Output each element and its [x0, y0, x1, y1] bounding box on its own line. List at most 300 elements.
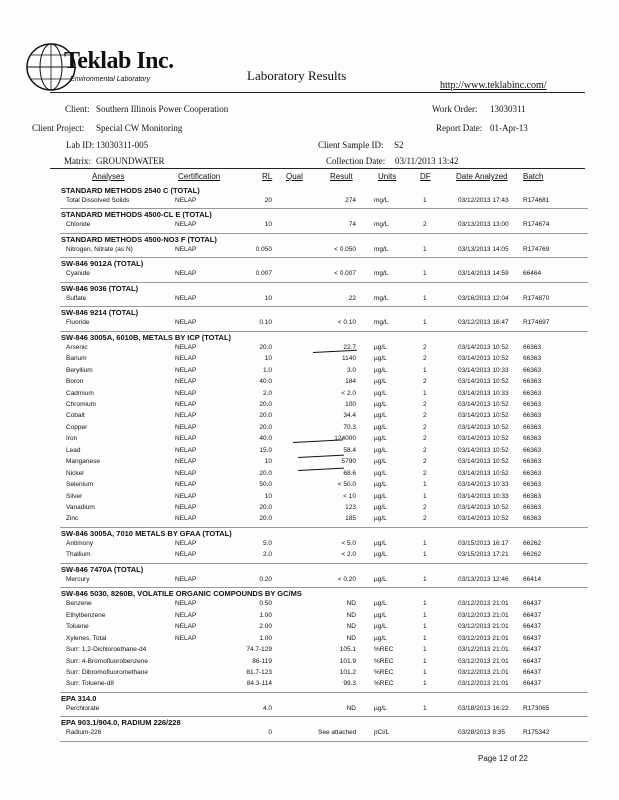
df-cell: 2	[423, 221, 427, 229]
certification-cell: NELAP	[175, 600, 197, 608]
result-cell: < 0.20	[337, 575, 356, 583]
df-cell: 2	[423, 458, 427, 466]
analyte-cell: Chloride	[66, 221, 91, 229]
result-cell: 100	[345, 400, 356, 408]
rl-cell: 10	[264, 355, 272, 363]
result-cell: 101.9	[339, 657, 356, 665]
units-cell: mg/L	[374, 245, 389, 253]
df-cell: 1	[423, 600, 427, 608]
df-cell: 1	[423, 575, 427, 583]
df-cell: 1	[423, 551, 427, 559]
batch-cell: 66363	[523, 366, 542, 374]
certification-cell: NELAP	[175, 366, 197, 374]
header-divider	[50, 92, 585, 93]
df-cell: 1	[423, 481, 427, 489]
certification-cell: NELAP	[175, 634, 197, 642]
rl-cell: 10	[264, 294, 272, 302]
batch-cell: 66363	[523, 389, 542, 397]
result-cell: 105.1	[339, 646, 356, 654]
df-cell: 2	[423, 400, 427, 408]
table-row	[0, 729, 619, 740]
units-cell: µg/L	[374, 378, 387, 386]
df-cell: 1	[423, 623, 427, 631]
batch-cell: R174697	[523, 319, 550, 327]
result-cell: ND	[346, 704, 356, 712]
lab-id-value: 13030311-005	[96, 140, 149, 150]
analyte-cell: Iron	[66, 435, 78, 443]
df-cell: 1	[423, 389, 427, 397]
certification-cell: NELAP	[175, 551, 197, 559]
date-analyzed-cell: 03/14/2013 10:52	[458, 400, 509, 408]
table-row	[0, 540, 619, 551]
rl-cell: 1.0	[262, 366, 272, 374]
result-cell: 124000	[334, 435, 356, 443]
table-row	[0, 551, 619, 562]
column-head-top-rule	[50, 168, 585, 169]
table-row	[0, 576, 619, 587]
units-cell: µg/L	[374, 366, 387, 374]
date-analyzed-cell: 03/14/2013 10:52	[458, 355, 509, 363]
df-cell: 1	[423, 319, 427, 327]
rl-cell: 20.0	[259, 412, 272, 420]
units-cell: µg/L	[374, 539, 387, 547]
result-cell: 1140	[342, 355, 356, 363]
analyte-cell: Silver	[66, 492, 83, 500]
result-cell: < 10	[343, 492, 356, 500]
table-row	[0, 481, 619, 492]
units-cell: µg/L	[374, 458, 387, 466]
website-link[interactable]: http://www.teklabinc.com/	[440, 80, 547, 91]
rl-cell: 40.0	[259, 435, 272, 443]
df-cell: 1	[423, 657, 427, 665]
rl-cell: 74.7-129	[246, 646, 272, 654]
result-cell: < 0.007	[334, 270, 356, 278]
batch-cell: 66437	[523, 611, 542, 619]
df-cell: 2	[423, 446, 427, 454]
batch-cell: 66437	[523, 657, 542, 665]
date-analyzed-cell: 03/12/2013 17:43	[458, 197, 509, 204]
section-divider	[60, 208, 588, 209]
table-row	[0, 635, 619, 646]
table-row	[0, 493, 619, 504]
date-analyzed-cell: 03/28/2013 8:35	[458, 729, 505, 737]
section-title: EPA 903.1/904.0, RADIUM 226/228	[61, 718, 181, 728]
analyte-cell: Xylenes, Total	[66, 634, 107, 642]
date-analyzed-cell: 03/14/2013 10:52	[458, 423, 509, 431]
table-row	[0, 424, 619, 435]
analyte-cell: Nickel	[66, 469, 84, 477]
table-row	[0, 355, 619, 366]
analyte-cell: Surr: Toluene-d8	[66, 680, 114, 688]
batch-cell: 66363	[523, 435, 542, 443]
result-cell: 5790	[341, 458, 356, 466]
table-row	[0, 401, 619, 412]
result-cell: ND	[346, 634, 356, 642]
date-analyzed-cell: 03/12/2013 21:01	[458, 680, 509, 688]
analyte-cell: Boron	[66, 378, 84, 386]
section-title: SW-846 3005A, 6010B, METALS BY ICP (TOTAL)	[61, 332, 232, 342]
batch-cell: 66363	[523, 504, 542, 511]
batch-cell: R174674	[523, 221, 550, 229]
rl-cell: 10	[264, 492, 272, 500]
batch-cell: 66363	[523, 492, 542, 500]
date-analyzed-cell: 03/12/2013 21:01	[458, 668, 509, 676]
col-qual: Qual	[286, 172, 303, 181]
units-cell: mg/L	[374, 197, 389, 204]
date-analyzed-cell: 03/14/2013 10:52	[458, 446, 509, 454]
section-divider	[60, 306, 588, 307]
col-batch: Batch	[523, 172, 544, 181]
units-cell: µg/L	[374, 504, 387, 511]
date-analyzed-cell: 03/15/2013 17:21	[458, 551, 509, 559]
result-cell: < 0.050	[334, 245, 356, 253]
units-cell: µg/L	[374, 469, 387, 477]
units-cell: µg/L	[374, 435, 387, 443]
units-cell: µg/L	[374, 481, 387, 489]
analyte-cell: Arsenic	[66, 343, 88, 351]
rl-cell: 0.007	[255, 270, 272, 278]
section-divider	[60, 563, 588, 564]
analyte-cell: Selenium	[66, 481, 94, 489]
df-cell: 2	[423, 378, 427, 386]
certification-cell: NELAP	[175, 458, 197, 466]
certification-cell: NELAP	[175, 423, 197, 431]
result-cell: 101.2	[339, 668, 356, 676]
col-result: Result	[330, 172, 353, 181]
table-row	[0, 221, 619, 232]
result-cell: 123	[345, 504, 356, 511]
table-row	[0, 344, 619, 355]
units-cell: µg/L	[374, 704, 387, 712]
client-value: Southern Illinois Power Cooperation	[96, 104, 229, 114]
batch-cell: 66363	[523, 343, 542, 351]
table-row	[0, 367, 619, 378]
result-cell: 274	[345, 197, 356, 204]
collection-date-label: Collection Date:	[326, 156, 386, 166]
df-cell: 2	[423, 515, 427, 523]
df-cell: 2	[423, 469, 427, 477]
units-cell: µg/L	[374, 575, 387, 583]
rl-cell: 84.3-114	[246, 680, 272, 688]
date-analyzed-cell: 03/14/2013 10:52	[458, 378, 509, 386]
table-row	[0, 680, 619, 691]
page-title: Laboratory Results	[247, 68, 347, 83]
result-cell: 3.0	[346, 366, 356, 374]
rl-cell: 20.0	[259, 400, 272, 408]
rl-cell: 20.0	[259, 469, 272, 477]
df-cell: 1	[423, 197, 427, 204]
units-cell: %REC	[374, 680, 394, 688]
batch-cell: R174870	[523, 294, 550, 302]
df-cell: 1	[423, 634, 427, 642]
section-title: STANDARD METHODS 2540 C (TOTAL)	[61, 186, 200, 195]
certification-cell: NELAP	[175, 389, 197, 397]
col-units: Units	[378, 172, 397, 181]
date-analyzed-cell: 03/14/2013 10:33	[458, 492, 509, 500]
rl-cell: 40.0	[259, 378, 272, 386]
certification-cell: NELAP	[175, 343, 197, 351]
df-cell: 1	[423, 539, 427, 547]
df-cell: 1	[423, 704, 427, 712]
df-cell: 1	[423, 270, 427, 278]
certification-cell: NELAP	[175, 492, 197, 500]
units-cell: mg/L	[374, 294, 389, 302]
rl-cell: 0.20	[259, 575, 272, 583]
section-title: SW-846 9214 (TOTAL)	[61, 308, 139, 318]
analyte-cell: Antimony	[66, 539, 94, 547]
rl-cell: 20.0	[259, 504, 272, 511]
table-row	[0, 458, 619, 469]
df-cell: 2	[423, 435, 427, 443]
units-cell: %REC	[374, 657, 394, 665]
certification-cell: NELAP	[175, 197, 197, 204]
date-analyzed-cell: 03/15/2013 16:17	[458, 539, 509, 547]
units-cell: µg/L	[374, 389, 387, 397]
certification-cell: NELAP	[175, 400, 197, 408]
units-cell: %REC	[374, 668, 394, 676]
section-title: SW-846 9036 (TOTAL)	[61, 283, 139, 293]
rl-cell: 20.0	[259, 343, 272, 351]
date-analyzed-cell: 03/12/2013 21:01	[458, 657, 509, 665]
matrix-value: GROUNDWATER	[96, 156, 165, 166]
rl-cell: 2.00	[259, 623, 272, 631]
df-cell: 2	[423, 343, 427, 351]
result-cell: ND	[346, 623, 356, 631]
batch-cell: 66363	[523, 423, 542, 431]
date-analyzed-cell: 03/16/2013 12:04	[458, 294, 509, 302]
section-title: SW-846 7470A (TOTAL)	[61, 564, 144, 574]
df-cell: 1	[423, 245, 427, 253]
batch-cell: 66363	[523, 458, 542, 466]
units-cell: µg/L	[374, 551, 387, 559]
brand-tagline: Environmental Laboratory	[70, 76, 151, 83]
result-cell: 68.6	[343, 469, 356, 477]
date-analyzed-cell: 03/14/2013 10:52	[458, 458, 509, 466]
analyte-cell: Perchlorate	[66, 704, 100, 712]
rl-cell: 10	[264, 221, 272, 229]
table-row	[0, 295, 619, 306]
date-analyzed-cell: 03/12/2013 16:47	[458, 319, 509, 327]
df-cell: 1	[423, 366, 427, 374]
date-analyzed-cell: 03/13/2013 13:00	[458, 221, 509, 229]
project-label: Client Project:	[32, 123, 85, 133]
sample-id-label: Client Sample ID:	[318, 140, 384, 150]
result-cell: 185	[345, 515, 356, 523]
units-cell: µg/L	[374, 343, 387, 351]
work-order-label: Work Order:	[432, 104, 478, 114]
rl-cell: 81.7-123	[246, 668, 272, 676]
analyte-cell: Toluene	[66, 623, 89, 631]
result-cell: 22.7	[343, 343, 356, 351]
batch-cell: 66437	[523, 634, 542, 642]
df-cell: 1	[423, 680, 427, 688]
batch-cell: 66437	[523, 646, 542, 654]
certification-cell: NELAP	[175, 270, 197, 278]
rl-cell: 4.0	[262, 704, 272, 712]
batch-cell: 66363	[523, 515, 542, 523]
report-date-value: 01-Apr-13	[490, 123, 528, 133]
date-analyzed-cell: 03/14/2013 10:33	[458, 366, 509, 374]
table-row	[0, 378, 619, 389]
analyte-cell: Zinc	[66, 515, 79, 523]
analyte-cell: Vanadium	[66, 504, 95, 511]
batch-cell: 66363	[523, 355, 542, 363]
client-label: Client:	[65, 104, 90, 114]
section-divider	[60, 692, 588, 693]
units-cell: mg/L	[374, 319, 389, 327]
rl-cell: 0	[268, 729, 272, 737]
analyte-cell: Surr: Dibromofluoromethane	[66, 668, 149, 676]
rl-cell: 20	[264, 197, 272, 204]
table-row	[0, 612, 619, 623]
rl-cell: 5.0	[262, 539, 272, 547]
report-date-label: Report Date:	[436, 123, 483, 133]
rl-cell: 10	[264, 458, 272, 466]
work-order-value: 13030311	[490, 104, 526, 114]
table-row	[0, 197, 619, 208]
certification-cell: NELAP	[175, 355, 197, 363]
analyte-cell: Chromium	[66, 400, 96, 408]
result-cell: 74	[348, 221, 356, 229]
analyte-cell: Radium-226	[66, 729, 102, 737]
analyte-cell: Lead	[66, 446, 81, 454]
analyte-cell: Mercury	[66, 575, 90, 583]
batch-cell: 66437	[523, 680, 542, 688]
batch-cell: 66363	[523, 400, 542, 408]
analyte-cell: Beryllium	[66, 366, 93, 374]
batch-cell: 66262	[523, 551, 542, 559]
analyte-cell: Benzene	[66, 600, 92, 608]
units-cell: µg/L	[374, 355, 387, 363]
table-row	[0, 246, 619, 257]
date-analyzed-cell: 03/12/2013 21:01	[458, 600, 509, 608]
table-row	[0, 646, 619, 657]
table-row	[0, 515, 619, 526]
table-row	[0, 390, 619, 401]
col-analyses: Analyses	[92, 172, 125, 181]
units-cell: µg/L	[374, 423, 387, 431]
result-cell: < 5.0	[341, 539, 356, 547]
analyte-cell: Ethylbenzene	[66, 611, 106, 619]
rl-cell: 0.10	[259, 319, 272, 327]
certification-cell: NELAP	[175, 504, 197, 511]
certification-cell: NELAP	[175, 623, 197, 631]
table-row	[0, 412, 619, 423]
date-analyzed-cell: 03/14/2013 10:52	[458, 469, 509, 477]
batch-cell: R173065	[523, 704, 550, 712]
date-analyzed-cell: 03/18/2013 16:22	[458, 704, 509, 712]
date-analyzed-cell: 03/14/2013 10:33	[458, 389, 509, 397]
section-divider	[60, 282, 588, 283]
batch-cell: 66414	[523, 575, 542, 583]
analyte-cell: Cobalt	[66, 412, 85, 420]
date-analyzed-cell: 03/12/2013 21:01	[458, 634, 509, 642]
rl-cell: 15.0	[259, 446, 272, 454]
certification-cell: NELAP	[175, 515, 197, 523]
analyte-cell: Thallium	[66, 551, 91, 559]
result-cell: ND	[346, 600, 356, 608]
certification-cell: NELAP	[175, 575, 197, 583]
section-title: EPA 314.0	[61, 693, 97, 703]
analyte-cell: Cadmium	[66, 389, 94, 397]
project-value: Special CW Monitoring	[96, 123, 183, 133]
section-title: SW-846 9012A (TOTAL)	[61, 259, 144, 269]
certification-cell: NELAP	[175, 611, 197, 619]
units-cell: µg/L	[374, 400, 387, 408]
certification-cell: NELAP	[175, 378, 197, 386]
result-cell: < 2.0	[341, 551, 356, 559]
batch-cell: 66437	[523, 668, 542, 676]
certification-cell: NELAP	[175, 446, 197, 454]
date-analyzed-cell: 03/12/2013 21:01	[458, 623, 509, 631]
table-row	[0, 600, 619, 611]
result-cell: < 50.0	[337, 481, 356, 489]
certification-cell: NELAP	[175, 412, 197, 420]
batch-cell: R175342	[523, 729, 550, 737]
units-cell: %REC	[374, 646, 394, 654]
units-cell: µg/L	[374, 623, 387, 631]
date-analyzed-cell: 03/14/2013 10:52	[458, 412, 509, 420]
analyte-cell: Cyanide	[66, 270, 90, 278]
certification-cell: NELAP	[175, 221, 197, 229]
result-cell: < 0.10	[337, 319, 356, 327]
section-divider	[60, 331, 588, 332]
analyte-cell: Surr: 1,2-Dichloroethane-d4	[66, 646, 147, 654]
date-analyzed-cell: 03/14/2013 10:52	[458, 515, 509, 523]
result-cell: 58.4	[343, 446, 356, 454]
df-cell: 1	[423, 294, 427, 302]
result-cell: 70.3	[343, 423, 356, 431]
date-analyzed-cell: 03/14/2013 10:52	[458, 343, 509, 351]
df-cell: 1	[423, 646, 427, 654]
date-analyzed-cell: 03/14/2013 14:59	[458, 270, 509, 278]
batch-cell: R174769	[523, 245, 550, 253]
date-analyzed-cell: 03/14/2013 10:52	[458, 435, 509, 443]
result-cell: See attached	[318, 729, 357, 737]
rl-cell: 0.50	[259, 600, 272, 608]
batch-cell: 66262	[523, 539, 542, 547]
table-row	[0, 623, 619, 634]
date-analyzed-cell: 03/14/2013 10:33	[458, 481, 509, 489]
df-cell: 2	[423, 412, 427, 420]
rl-cell: 0.050	[255, 245, 272, 253]
result-cell: ND	[346, 611, 356, 619]
section-divider	[60, 741, 588, 742]
df-cell: 2	[423, 423, 427, 431]
section-title: SW-846 5030, 8260B, VOLATILE ORGANIC COMPOUNDS BY GC/MS	[61, 589, 302, 599]
batch-cell: 66363	[523, 481, 542, 489]
analyte-cell: Sulfate	[66, 294, 87, 302]
rl-cell: 2.0	[262, 551, 272, 559]
batch-cell: 66363	[523, 378, 542, 386]
batch-cell: 66464	[523, 270, 542, 278]
units-cell: µg/L	[374, 412, 387, 420]
batch-cell: 66363	[523, 446, 542, 454]
date-analyzed-cell: 03/13/2013 14:05	[458, 245, 509, 253]
rl-cell: 2.0	[262, 389, 272, 397]
col-df: DF	[420, 172, 431, 181]
rl-cell: 20.0	[259, 423, 272, 431]
df-cell: 1	[423, 492, 427, 500]
batch-cell: R174681	[523, 197, 550, 204]
section-divider	[60, 233, 588, 234]
brand-name: Teklab Inc.	[64, 48, 174, 74]
batch-cell: 66363	[523, 469, 542, 477]
date-analyzed-cell: 03/12/2013 21:01	[458, 646, 509, 654]
result-cell: 99.3	[343, 680, 356, 688]
section-divider	[60, 716, 588, 717]
batch-cell: 66363	[523, 412, 542, 420]
